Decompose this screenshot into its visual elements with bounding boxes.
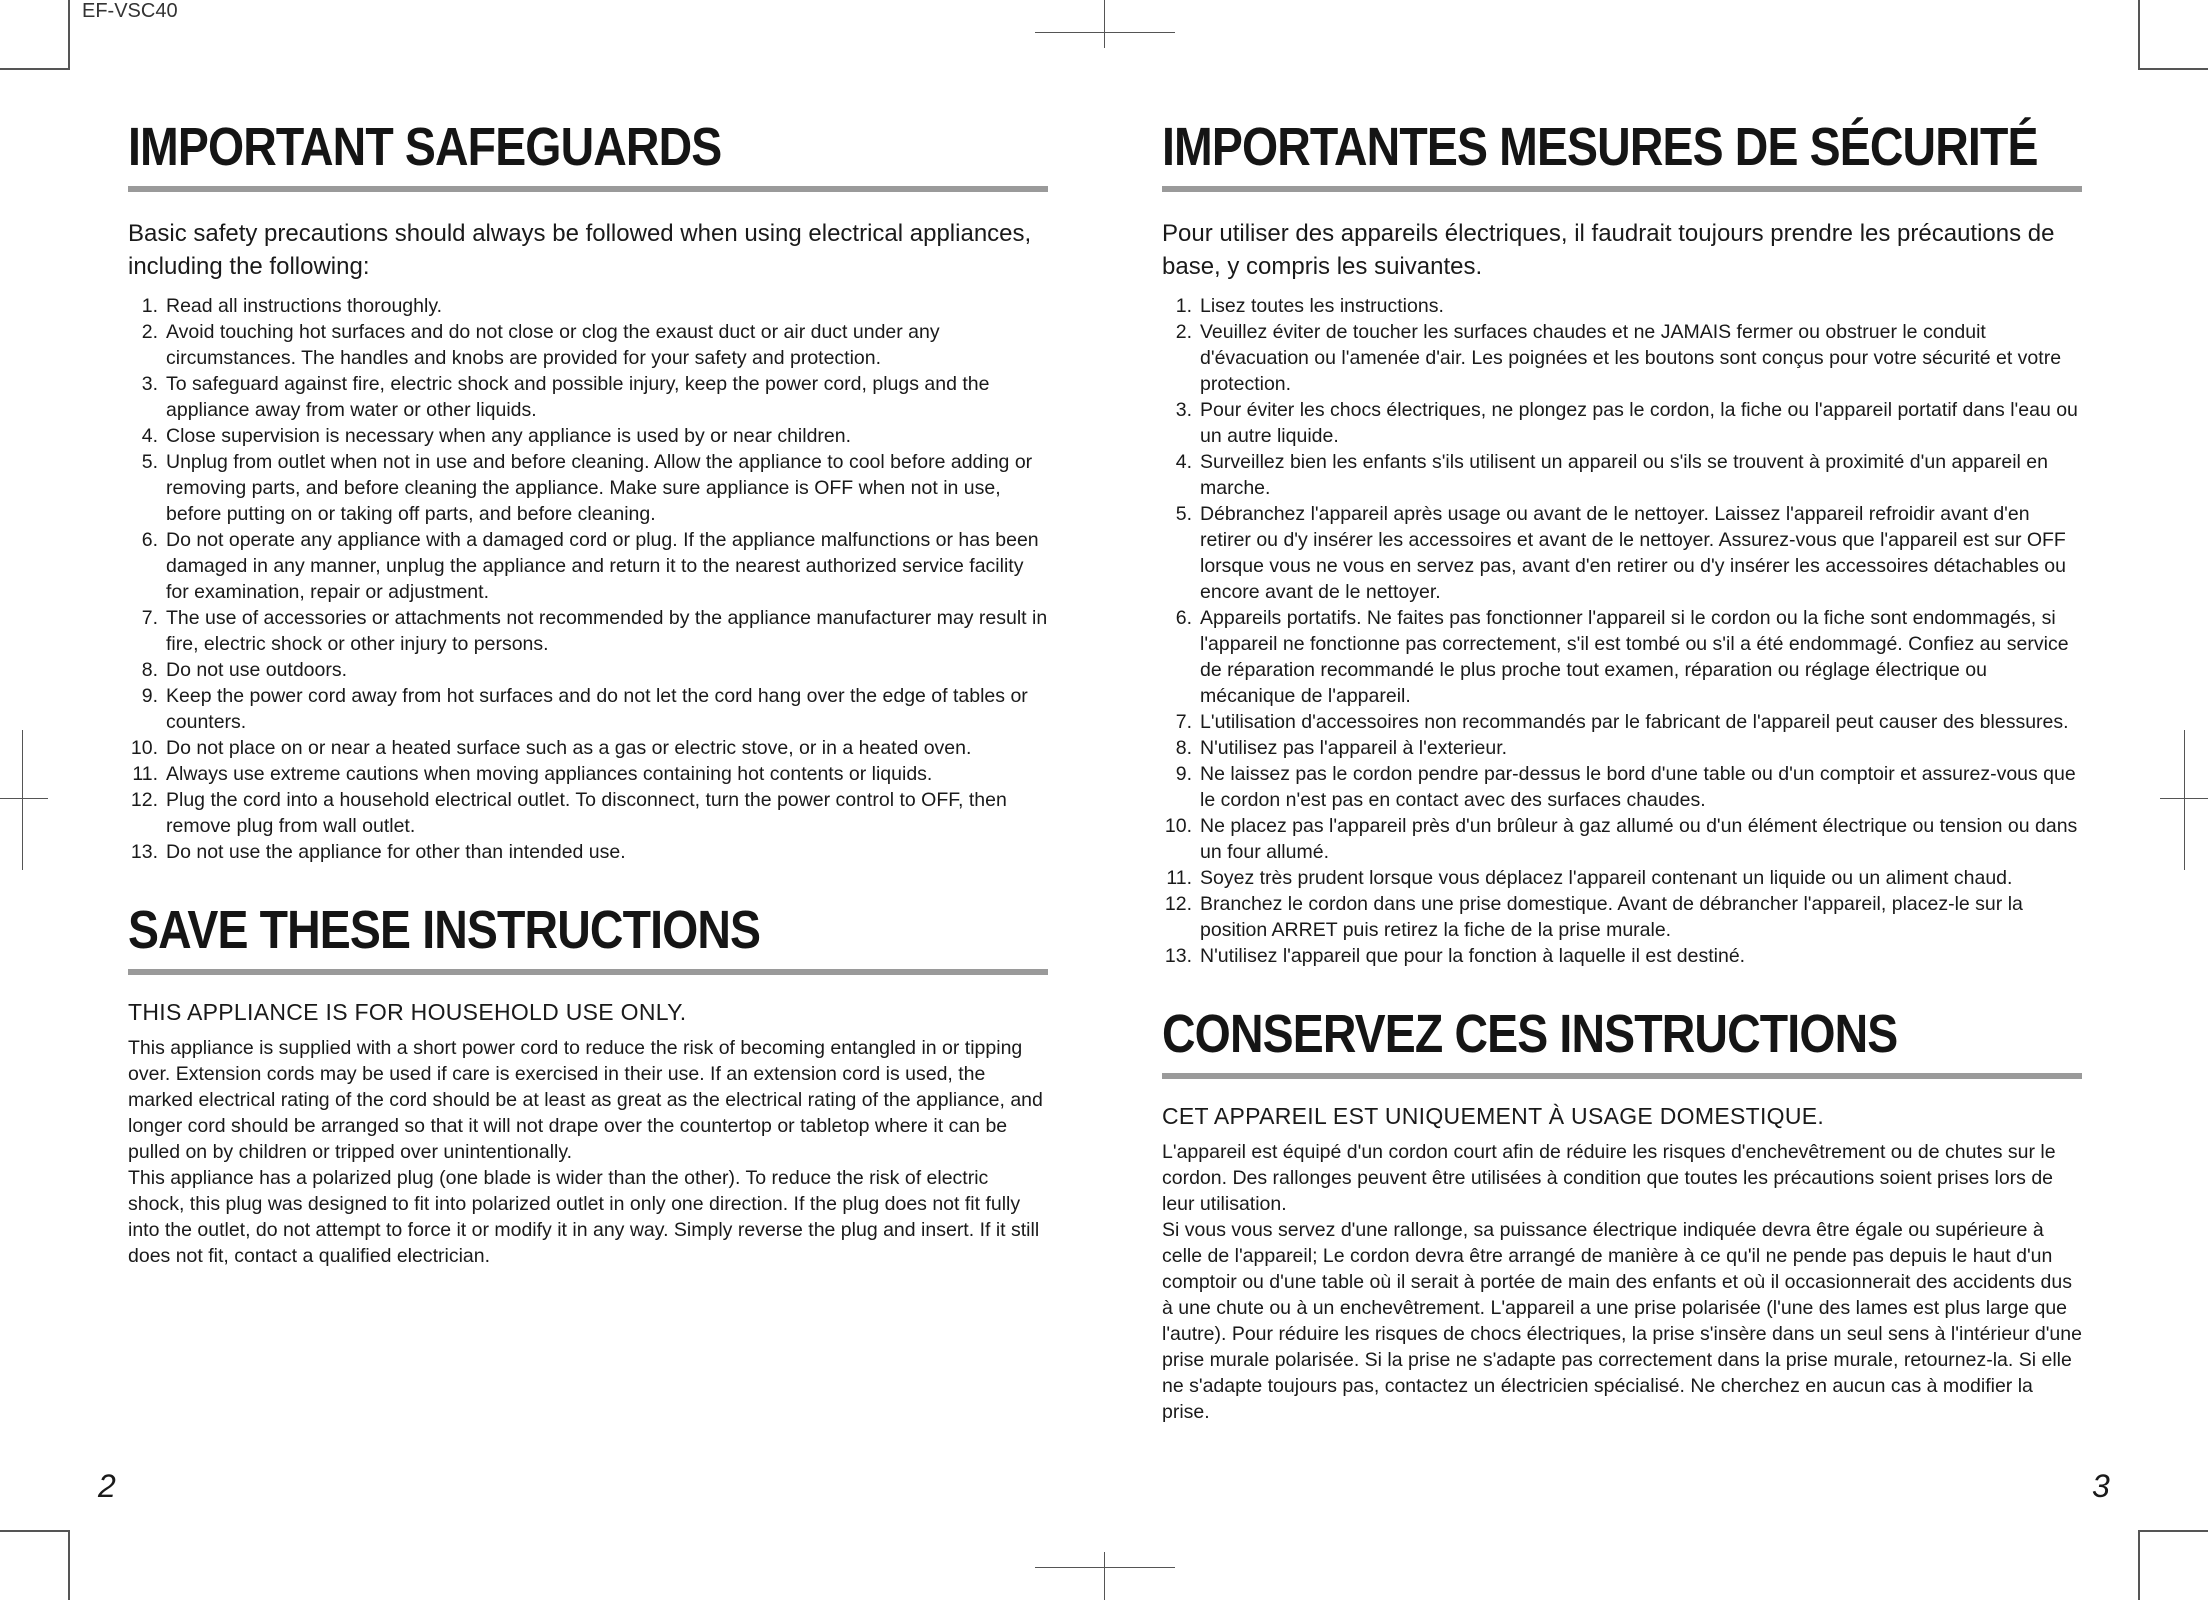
- rallonge-paragraph: Si vous vous servez d'une rallonge, sa puissance électrique indiquée devra être égale ou supérieure à celle de l'appareil; Le cordon devra être arrangé de manière à ce qu'il ne pende pas depuis le haut d'un comptoir ou d'une table où il serait à portée de main des enfants et où il occasionnerait des accidents dus à une chute ou à un enchevêtrement. L'appareil a une prise polarisée (l'une des lames est plus large que l'autre). Pour réduire les risques de chocs électriques, la prise s'insère dans un seul sens à l'intérieur d'une prise murale polarisée. Si la prise ne s'adapte pas correctement dans la prise murale, retournez-la. Si elle ne s'adapte toujours pas, contactez un électricien spécialisé. Ne cherchez en aucun cas à modifier la prise.: [1162, 1219, 2082, 1423]
- left-page: [128, 117, 1048, 1269]
- list-item: [1162, 449, 2082, 501]
- list-item: [128, 605, 1048, 657]
- list-item-number: 11.: [1166, 867, 1192, 889]
- mesures-list: [1162, 293, 2082, 969]
- title-rule: [1162, 1073, 2082, 1079]
- list-item-number: 2.: [141, 321, 158, 343]
- crop-mark: [0, 1530, 70, 1532]
- list-item: [1162, 865, 2082, 891]
- list-item-number: 13.: [1164, 945, 1192, 967]
- list-item-number: 6.: [141, 529, 158, 551]
- crop-mark: [68, 0, 70, 70]
- list-item: [128, 735, 1048, 761]
- list-item-number: 1.: [141, 295, 158, 317]
- list-item-number: 4.: [141, 425, 158, 447]
- list-item-number: 12.: [130, 789, 158, 811]
- mesures-title: IMPORTANTES MESURES DE SÉCURITÉ: [1162, 117, 2038, 177]
- crop-mark: [2138, 68, 2208, 70]
- list-item: [128, 787, 1048, 839]
- list-item-text: Surveillez bien les enfants s'ils utilisent un appareil ou s'ils se trouvent à proximité d'un appareil en marche.: [1200, 451, 2048, 499]
- cordon-paragraph: L'appareil est équipé d'un cordon court afin de réduire les risques d'enchevêtrement ou de chutes sur le cordon. Des rallonges peuvent être utilisées à condition que toutes les précautions soient prises lors de leur utilisation.: [1162, 1141, 2056, 1215]
- list-item-number: 9.: [1175, 763, 1192, 785]
- registration-mark: [2184, 730, 2185, 870]
- model-number: EF-VSC40: [82, 0, 178, 22]
- list-item-text: Close supervision is necessary when any appliance is used by or near children.: [166, 425, 852, 447]
- conservez-title: CONSERVEZ CES INSTRUCTIONS: [1162, 1004, 1898, 1064]
- list-item: [1162, 605, 2082, 709]
- list-item-text: Veuillez éviter de toucher les surfaces chaudes et ne JAMAIS fermer ou obstruer le conduit d'évacuation ou l'amenée d'air. Les poignées et les boutons sont conçus pour votre sécurité et votre protection.: [1200, 321, 2062, 395]
- crop-mark: [68, 1530, 70, 1600]
- crop-mark: [2138, 0, 2140, 70]
- cord-paragraph: This appliance is supplied with a short power cord to reduce the risk of becoming entangled in or tipping over. Extension cords may be used if care is exercised in their use. If an extension cord is used, the marked electrical rating of the cord should be at least as great as the electrical rating of the appliance, and longer cord should be arranged so that it will not drape over the countertop or tabletop where it can be pulled on by children or tripped over unintentionally.: [128, 1037, 1043, 1163]
- list-item-text: Ne placez pas l'appareil près d'un brûleur à gaz allumé ou d'un élément électrique ou tension ou dans un four allumé.: [1200, 815, 2078, 863]
- list-item: [1162, 761, 2082, 813]
- list-item-text: Débranchez l'appareil après usage ou avant de le nettoyer. Laissez l'appareil refroidir avant d'en retirer ou d'y insérer les accessoires et avant de le nettoyer. Assurez-vous que l'appareil est sur OFF lorsque vous ne vous en servez pas, avant d'en retirer ou d'y insérer les accessoires détachables ou encore avant de le nettoyer.: [1200, 503, 2066, 603]
- list-item-text: Plug the cord into a household electrical outlet. To disconnect, turn the power control to OFF, then remove plug from wall outlet.: [166, 789, 1007, 837]
- title-rule: [128, 186, 1048, 192]
- list-item: [128, 293, 1048, 319]
- list-item-number: 9.: [141, 685, 158, 707]
- list-item: [128, 449, 1048, 527]
- list-item-text: Branchez le cordon dans une prise domestique. Avant de débrancher l'appareil, placez-le sur la position ARRET puis retirez la fiche de la prise murale.: [1200, 893, 2023, 941]
- list-item-number: 4.: [1175, 451, 1192, 473]
- list-item-number: 1.: [1175, 295, 1192, 317]
- list-item: [128, 319, 1048, 371]
- household-use-note: THIS APPLIANCE IS FOR HOUSEHOLD USE ONLY.: [128, 999, 687, 1025]
- list-item-text: Ne laissez pas le cordon pendre par-dessus le bord d'une table ou d'un comptoir et assurez-vous que le cordon n'est pas en contact avec des surfaces chaudes.: [1200, 763, 2076, 811]
- list-item-number: 5.: [1175, 503, 1192, 525]
- list-item: [1162, 709, 2082, 735]
- registration-mark: [0, 798, 48, 799]
- list-item-text: Keep the power cord away from hot surfaces and do not let the cord hang over the edge of tables or counters.: [166, 685, 1028, 733]
- safeguards-intro: Basic safety precautions should always be followed when using electrical appliances, including the following:: [128, 220, 1032, 280]
- list-item-text: Avoid touching hot surfaces and do not close or clog the exaust duct or air duct under any circumstances. The handles and knobs are provided for your safety and protection.: [166, 321, 940, 369]
- list-item-number: 7.: [141, 607, 158, 629]
- list-item-number: 12.: [1164, 893, 1192, 915]
- list-item: [1162, 813, 2082, 865]
- list-item: [128, 423, 1048, 449]
- list-item-text: Do not operate any appliance with a damaged cord or plug. If the appliance malfunctions or has been damaged in any manner, unplug the appliance and return it to the nearest authorized service facility for examination, repair or adjustment.: [166, 529, 1039, 603]
- list-item-text: Appareils portatifs. Ne faites pas fonctionner l'appareil si le cordon ou la fiche sont endommagés, si l'appareil ne fonctionne pas correctement, s'il est tombé ou s'il a été endommagé. Confiez au service de réparation recommandé le plus proche tout examen, réparation ou réglage électrique ou mécanique de l'appareil.: [1200, 607, 2069, 707]
- list-item-number: 10.: [130, 737, 158, 759]
- list-item: [1162, 501, 2082, 605]
- list-item-text: N'utilisez l'appareil que pour la fonction à laquelle il est destiné.: [1200, 945, 1746, 967]
- registration-mark: [1104, 0, 1105, 48]
- list-item-text: N'utilisez pas l'appareil à l'exterieur.: [1200, 737, 1508, 759]
- list-item: [128, 761, 1048, 787]
- safeguards-title: IMPORTANT SAFEGUARDS: [128, 117, 722, 177]
- list-item-number: 3.: [141, 373, 158, 395]
- list-item-number: 3.: [1175, 399, 1192, 421]
- list-item-number: 2.: [1175, 321, 1192, 343]
- registration-mark: [1035, 32, 1175, 33]
- list-item-number: 13.: [130, 841, 158, 863]
- list-item-number: 8.: [141, 659, 158, 681]
- list-item-text: Read all instructions thoroughly.: [166, 295, 443, 317]
- plug-paragraph: This appliance has a polarized plug (one blade is wider than the other). To reduce the risk of electric shock, this plug was designed to fit into polarized outlet in only one direction. If the plug does not fit fully into the outlet, do not attempt to force it or modify it in any way. Simply reverse the plug and insert. If it still does not fit, contact a qualified electrician.: [128, 1167, 1040, 1267]
- list-item-text: Do not use the appliance for other than intended use.: [166, 841, 626, 863]
- page-number: 2: [98, 1468, 116, 1504]
- list-item-number: 11.: [132, 763, 158, 785]
- list-item-number: 7.: [1175, 711, 1192, 733]
- list-item-text: Do not place on or near a heated surface such as a gas or electric stove, or in a heated oven.: [166, 737, 972, 759]
- list-item: [128, 683, 1048, 735]
- crop-mark: [2138, 1530, 2208, 1532]
- list-item-number: 10.: [1164, 815, 1192, 837]
- safeguards-list: [128, 293, 1048, 865]
- list-item: [128, 371, 1048, 423]
- list-item-text: L'utilisation d'accessoires non recommandés par le fabricant de l'appareil peut causer des blessures.: [1200, 711, 2069, 733]
- usage-domestique-note: CET APPAREIL EST UNIQUEMENT À USAGE DOMESTIQUE.: [1162, 1103, 1825, 1129]
- list-item-text: Pour éviter les chocs électriques, ne plongez pas le cordon, la fiche ou l'appareil portatif dans l'eau ou un autre liquide.: [1200, 399, 2078, 447]
- list-item: [128, 527, 1048, 605]
- list-item: [1162, 397, 2082, 449]
- title-rule: [1162, 186, 2082, 192]
- right-page: [1162, 117, 2082, 1425]
- list-item-text: The use of accessories or attachments not recommended by the appliance manufacturer may result in fire, electric shock or other injury to persons.: [166, 607, 1048, 655]
- list-item: [1162, 735, 2082, 761]
- save-instructions-title: SAVE THESE INSTRUCTIONS: [128, 900, 761, 960]
- page-number: 3: [2092, 1468, 2110, 1504]
- list-item: [128, 657, 1048, 683]
- list-item: [1162, 319, 2082, 397]
- list-item-text: Lisez toutes les instructions.: [1200, 295, 1444, 317]
- list-item: [128, 839, 1048, 865]
- title-rule: [128, 969, 1048, 975]
- list-item-text: Unplug from outlet when not in use and before cleaning. Allow the appliance to cool before adding or removing parts, and before cleaning the appliance. Make sure appliance is OFF when not in use, before putting on or taking off parts, and before cleaning.: [166, 451, 1033, 525]
- list-item: [1162, 891, 2082, 943]
- list-item-number: 8.: [1175, 737, 1192, 759]
- registration-mark: [1035, 1567, 1175, 1568]
- registration-mark: [22, 730, 23, 870]
- list-item: [1162, 943, 2082, 969]
- crop-mark: [2138, 1530, 2140, 1600]
- list-item-text: Soyez très prudent lorsque vous déplacez l'appareil contenant un liquide ou un aliment chaud.: [1200, 867, 2013, 889]
- list-item-text: Always use extreme cautions when moving appliances containing hot contents or liquids.: [166, 763, 933, 785]
- list-item-text: Do not use outdoors.: [166, 659, 348, 681]
- list-item: [1162, 293, 2082, 319]
- mesures-intro: Pour utiliser des appareils électriques, il faudrait toujours prendre les précautions de base, y compris les suivantes.: [1162, 220, 2055, 280]
- crop-mark: [0, 68, 70, 70]
- list-item-number: 6.: [1175, 607, 1192, 629]
- registration-mark: [1104, 1552, 1105, 1600]
- list-item-text: To safeguard against fire, electric shock and possible injury, keep the power cord, plugs and the appliance away from water or other liquids.: [166, 373, 990, 421]
- list-item-number: 5.: [141, 451, 158, 473]
